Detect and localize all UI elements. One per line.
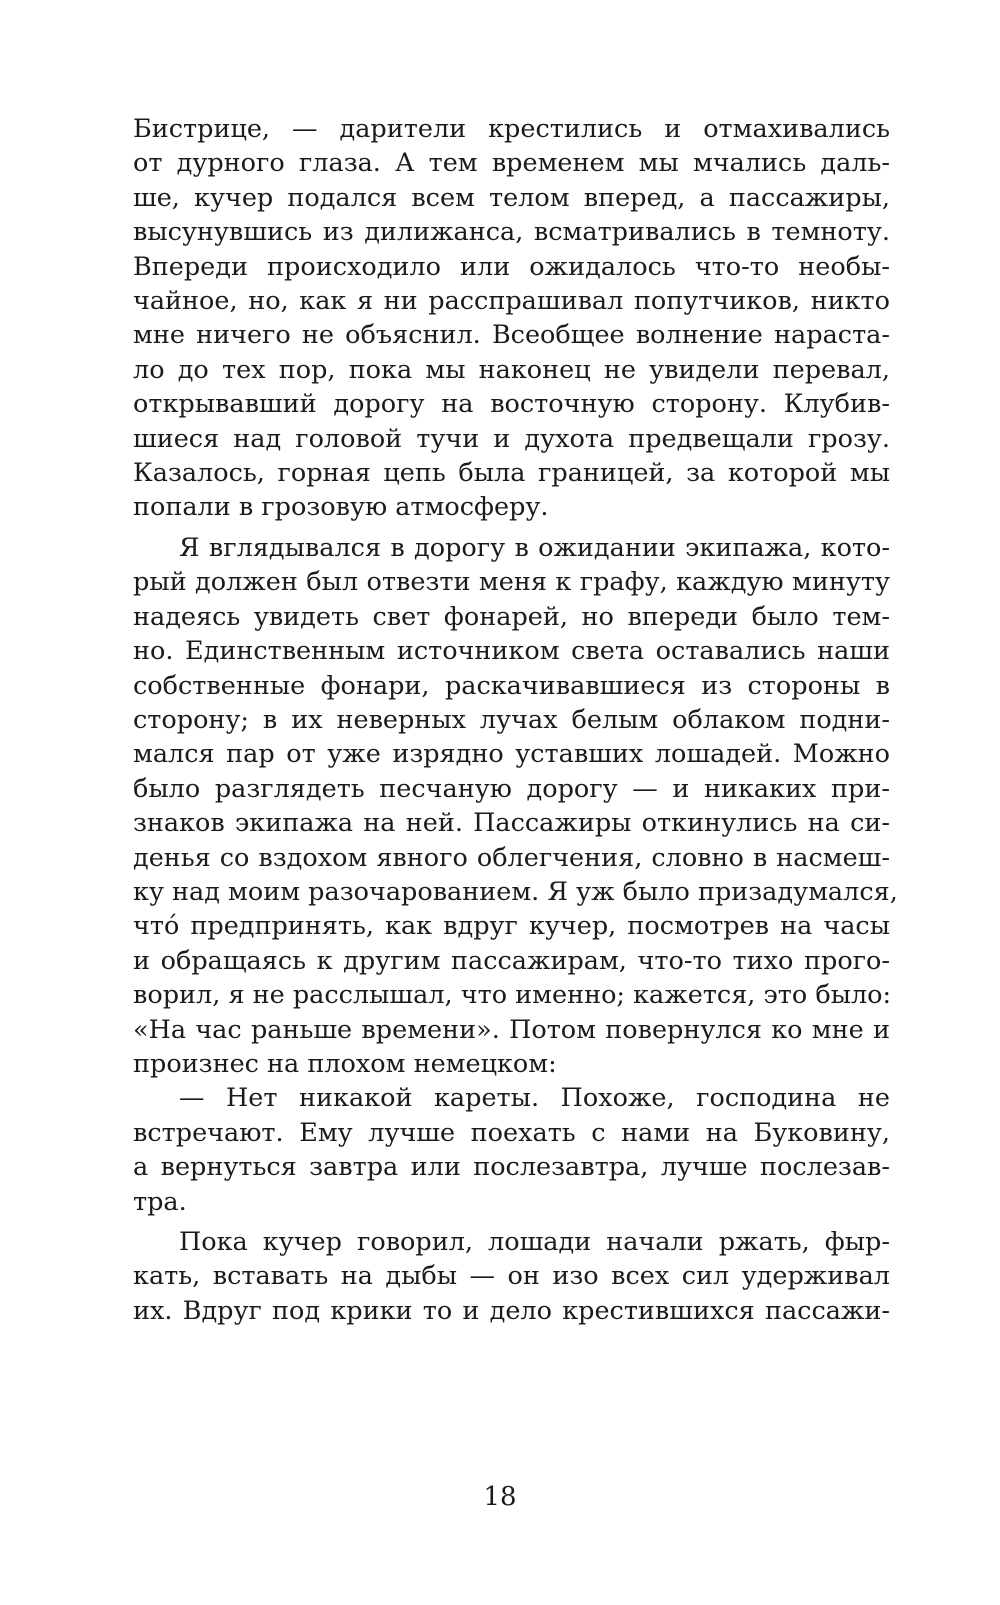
- text-line: встречают. Ему лучше поехать с нами на Буковину,: [133, 1117, 890, 1148]
- text-line: собственные фонари, раскачивавшиеся из стороны в: [133, 670, 890, 701]
- text-line: «На час раньше времени». Потом повернулся ко мне и: [133, 1014, 890, 1045]
- paragraph-3-dialogue: [133, 1081, 890, 1219]
- text-line: — Нет никакой кареты. Похоже, господина не: [179, 1083, 890, 1114]
- text-line: ше, кучер подался всем телом вперед, а пассажиры,: [133, 182, 890, 213]
- text-line: шиеся над головой тучи и духота предвещали грозу.: [133, 423, 890, 454]
- text-line: попали в грозовую атмосферу.: [133, 492, 549, 523]
- text-line: но. Единственным источником света оставались наши: [133, 636, 890, 667]
- page-body: [133, 112, 898, 1328]
- text-line: чайное, но, как я ни расспрашивал попутчиков, никто: [133, 286, 890, 317]
- text-line: кать, вставать на дыбы — он изо всех сил удерживал: [133, 1261, 890, 1292]
- text-line: чтó предпринять, как вдруг кучер, посмотрев на часы: [133, 911, 890, 942]
- text-line: а вернуться завтра или послезавтра, лучше послезав-: [133, 1152, 890, 1183]
- text-line: денья со вздохом явного облегчения, словно в насмеш-: [133, 842, 890, 873]
- text-line: и обращаясь к другим пассажирам, что-то тихо прого-: [133, 945, 890, 976]
- text-line: ку над моим разочарованием. Я уж было призадумался,: [133, 876, 898, 907]
- text-line: Пока кучер говорил, лошади начали ржать, фыр-: [179, 1227, 890, 1257]
- text-line: Бистрице, — дарители крестились и отмахивались: [133, 114, 890, 144]
- paragraph-4: [133, 1225, 890, 1328]
- text-line: от дурного глаза. А тем временем мы мчались даль-: [133, 148, 890, 179]
- text-line: ворил, я не расслышал, что именно; кажется, это было:: [133, 980, 892, 1011]
- text-line: сторону; в их неверных лучах белым облаком подни-: [133, 704, 890, 735]
- text-line: надеясь увидеть свет фонарей, но впереди было тем-: [133, 601, 890, 632]
- text-line: их. Вдруг под крики то и дело крестившихся пассажи-: [133, 1295, 890, 1326]
- page-number: 18: [483, 1482, 517, 1512]
- paragraph-2: [133, 531, 898, 1082]
- text-line: было разглядеть песчаную дорогу — и никаких при-: [133, 773, 890, 804]
- text-line: высунувшись из дилижанса, всматривались в темноту.: [133, 217, 890, 248]
- text-line: мался пар от уже изрядно уставших лошадей. Можно: [133, 739, 890, 770]
- text-line: Впереди происходило или ожидалось что-то необы-: [133, 251, 890, 282]
- paragraph-1: [133, 112, 890, 525]
- text-line: ло до тех пор, пока мы наконец не увидели перевал,: [133, 354, 890, 385]
- text-line: тра.: [133, 1186, 187, 1217]
- text-line: произнес на плохом немецком:: [133, 1048, 557, 1079]
- text-line: мне ничего не объяснил. Всеобщее волнение нараста-: [133, 320, 890, 351]
- text-line: знаков экипажа на ней. Пассажиры откинулись на си-: [133, 808, 890, 839]
- text-line: открывавший дорогу на восточную сторону. Клубив-: [133, 389, 890, 420]
- text-line: Я вглядывался в дорогу в ожидании экипажа, кото-: [179, 532, 890, 563]
- text-line: рый должен был отвезти меня к графу, каждую минуту: [133, 567, 890, 598]
- text-line: Казалось, горная цепь была границей, за которой мы: [133, 458, 890, 489]
